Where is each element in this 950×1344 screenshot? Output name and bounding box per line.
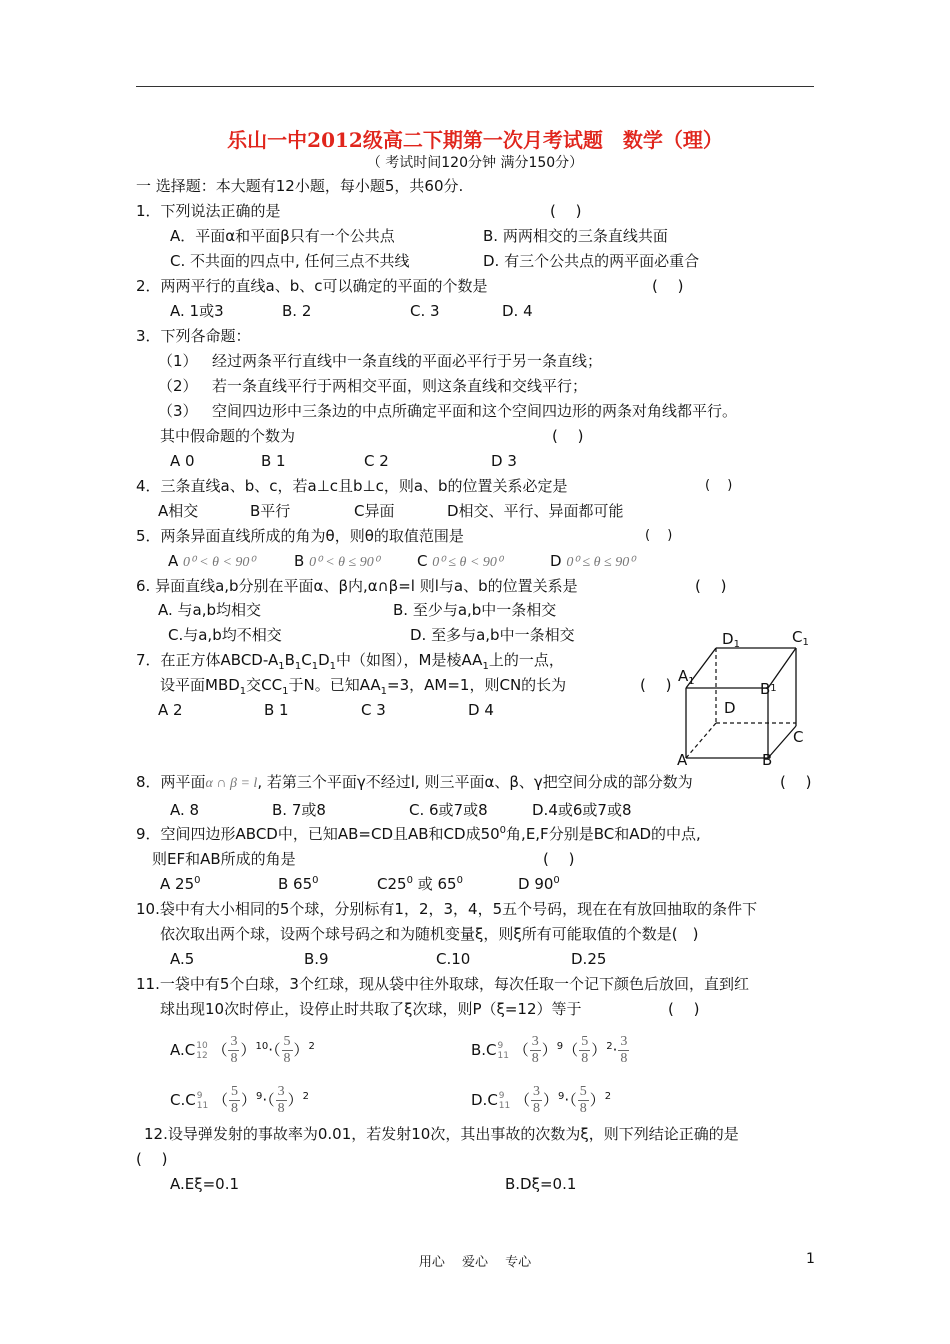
q3-item-3: 空间四边形中三条边的中点所确定平面和这个空间四边形的两条对角线都平行。 [212,402,738,420]
q6-paren: ( ) [695,577,727,595]
q8-paren: ( ) [780,773,812,791]
q12-option-b: B.Dξ=0.1 [505,1175,577,1193]
q10-option-a: A.5 [170,950,195,968]
q11-option-a: A.C 10 12 （ $\frac{3}{8}$ ）$^{10}$·（ $\frac{5}{8}$ ）$^2$ [170,1034,315,1066]
q5-option-b: B 0⁰ < θ ≤ 90⁰ [294,552,380,570]
label-b: B [762,751,773,768]
q4-paren: ( ) [705,478,733,493]
q11-option-c: C.C 9 11 （ $\frac{5}{8}$ ）$^9$·（ $\frac{3}{8}$ ）$^2$ [170,1084,310,1116]
q5-option-a-math: 0⁰ < θ < 90⁰ [183,555,256,570]
label-a: A [677,751,688,768]
q2-stem: 2．两两平行的直线a、b、c可以确定的平面的个数是 [136,277,488,295]
q3-ask: 其中假命题的个数为 [160,427,296,445]
q3-option-a: A 0 [170,452,195,470]
q10-option-b: B.9 [304,950,329,968]
label-a1: $A_1$ [678,667,695,687]
q7-option-a: A 2 [158,701,183,719]
q8-option-c: C. 6或7或8 [409,801,488,819]
q7-option-b: B 1 [264,701,289,719]
q10-line-1: 10.袋中有大小相同的5个球，分别标有1，2，3，4，5五个号码，现在在有放回抽取的条件下 [136,900,758,918]
page-title: 乐山一中2012级高二下期第一次月考试题 数学（理） [227,128,723,152]
q5-option-c-math: 0⁰ ≤ θ < 90⁰ [432,555,503,570]
q2-option-d: D. 4 [502,302,533,320]
q4-stem: 4．三条直线a、b、c，若a⊥c且b⊥c，则a、b的位置关系必定是 [136,477,568,495]
q8-math: α ∩ β = l [205,776,258,791]
q7-paren: ( ) [640,676,672,694]
q12-paren: ( ) [136,1150,168,1168]
q5-stem: 5．两条异面直线所成的角为θ，则θ的取值范围是 [136,527,464,545]
q8-option-a: A. 8 [170,801,200,819]
q10-line-2: 依次取出两个球，设两个球号码之和为随机变量ξ，则ξ所有可能取值的个数是( ) [160,925,699,943]
q3-paren: ( ) [552,427,584,445]
q5-paren: ( ) [645,528,673,543]
q3-item-2: 若一条直线平行于两相交平面，则这条直线和交线平行； [212,377,588,395]
q11-line-2: 球出现10次时停止，设停止时共取了ξ次球，则P（ξ=12）等于 [160,1000,582,1018]
q3-option-d: D 3 [491,452,517,470]
q9-line-2: 则EF和AB所成的角是 [152,850,296,868]
q6-option-d: D. 至多与a,b中一条相交 [410,626,575,644]
q3-option-c: C 2 [364,452,389,470]
q4-option-c: C异面 [354,502,395,520]
q1-option-c: C. 不共面的四点中, 任何三点不共线 [170,252,410,270]
q3-item-1: 经过两条平行直线中一条直线的平面必平行于另一条直线； [212,352,603,370]
q11-option-d: D.C 9 11 （ $\frac{3}{8}$ ）$^9$·（ $\frac{5}{8}$ ）$^2$ [471,1084,612,1116]
label-d: D [724,699,736,717]
q8-option-b: B. 7或8 [272,801,326,819]
q3-item-1-num: （1） [158,352,198,370]
q6-option-b: B. 至少与a,b中一条相交 [393,601,557,619]
q2-option-b: B. 2 [282,302,312,320]
q11-option-b: B.C 9 11 （ $\frac{3}{8}$ ）$^9$（ $\frac{5}{8}$ ）$^2$· $\frac{3}{8}$ [471,1034,628,1066]
q11-paren: ( ) [668,1000,700,1018]
page-number: 1 [806,1251,815,1267]
header-rule [136,86,814,87]
q5-option-a: A 0⁰ < θ < 90⁰ [168,552,256,570]
q5-option-d: D 0⁰ ≤ θ ≤ 90⁰ [550,552,635,570]
q7-line-2: 设平面$MBD_1$交$CC_1$于N。已知$AA_1=3$，AM=1，则CN的长为 [160,676,567,697]
q9-option-b: B $65^0$ [278,875,319,893]
q1-option-a: A．平面α和平面β只有一个公共点 [170,227,395,245]
q7-line-1: 7．在正方体ABCD-$A_1B_1C_1D_1$中（如图），M是棱$AA_1$上的一点， [136,651,564,672]
q3-item-2-num: （2） [158,377,198,395]
page-subtitle: （ 考试时间120分钟 满分150分） [366,155,584,171]
q8-option-d: D.4或6或7或8 [532,801,632,819]
q4-option-a: A相交 [158,502,199,520]
q12-line-1: 12.设导弹发射的事故率为0.01，若发射10次，其出事故的次数为ξ，则下列结论正确的是 [144,1125,739,1143]
q5-option-b-math: 0⁰ < θ ≤ 90⁰ [309,555,380,570]
q4-option-d: D相交、平行、异面都可能 [447,502,624,520]
page-footer: 用心 爱心 专心 [418,1255,532,1270]
q1-stem: 1．下列说法正确的是 [136,202,281,220]
q9-line-1: 9．空间四边形ABCD中，已知AB=CD且AB和CD成$50^0$角,E,F分别是BC和AD的中点, [136,825,701,843]
q6-option-a: A. 与a,b均相交 [158,601,262,619]
q1-option-d: D. 有三个公共点的两平面必重合 [483,252,700,270]
section-heading: 一 选择题：本大题有12小题，每小题5，共60分. [136,177,464,195]
q8-stem: 8．两平面α ∩ β = l, 若第三个平面γ不经过l, 则三平面α、β、γ把空间分成的部分数为 [136,773,693,791]
q7-option-c: C 3 [361,701,386,719]
label-d1: $D_1$ [722,630,740,650]
q2-paren: ( ) [652,277,684,295]
q2-option-a: A. 1或3 [170,302,224,320]
q7-option-d: D 4 [468,701,494,719]
q9-option-a: A $25^0$ [160,875,201,893]
q11-line-1: 11.一袋中有5个白球，3个红球，现从袋中往外取球，每次任取一个记下颜色后放回，直到红 [136,975,749,993]
q10-option-c: C.10 [436,950,471,968]
q9-paren: ( ) [543,850,575,868]
q1-option-b: B. 两两相交的三条直线共面 [483,227,668,245]
q9-option-d: D $90^0$ [518,875,560,893]
q3-stem: 3．下列各命题： [136,327,251,345]
q6-stem: 6. 异面直线a,b分别在平面α、β内,α∩β=l 则l与a、b的位置关系是 [136,577,578,595]
label-c1: $C_1$ [792,628,809,648]
q5-option-d-math: 0⁰ ≤ θ ≤ 90⁰ [566,555,635,570]
q3-item-3-num: （3） [158,402,198,420]
q10-option-d: D.25 [571,950,607,968]
q12-option-a: A.Eξ=0.1 [170,1175,240,1193]
label-b1: $B^1$ [760,680,777,698]
q1-paren: ( ) [550,202,582,220]
q2-option-c: C. 3 [410,302,440,320]
q5-option-c: C 0⁰ ≤ θ < 90⁰ [417,552,503,570]
q6-option-c: C.与a,b均不相交 [168,626,282,644]
q9-option-c: $C25^0$ 或 $65^0$ [377,875,463,893]
q3-option-b: B 1 [261,452,286,470]
label-c: C [793,728,804,746]
cube-figure [674,628,824,768]
q4-option-b: B平行 [250,502,291,520]
